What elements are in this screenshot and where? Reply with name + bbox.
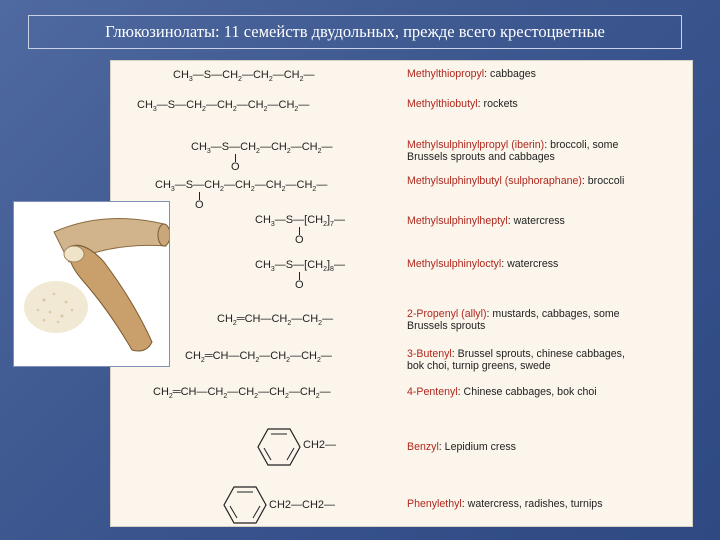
benzene-ring-icon <box>257 427 301 467</box>
formula: $CH_3—S—CH_2—CH_2—CH_2—$ <box>173 69 315 84</box>
glucosinolate-sources: : watercress <box>507 215 565 227</box>
formula: $CH_3—S—CH_2—CH_2—CH_2—CH_2—$ <box>137 99 310 114</box>
horseradish-photo <box>13 201 170 367</box>
glucosinolate-name: Methylsulphinylpropyl (iberin) <box>407 139 545 151</box>
glucosinolate-sources: : watercress, radishes, turnips <box>461 498 603 510</box>
glucosinolate-table <box>110 60 693 527</box>
glucosinolate-name: 2-Propenyl (allyl) <box>407 308 487 320</box>
title-box <box>28 15 682 49</box>
formula: $CH_2═CH—CH_2—CH_2—CH_2—$ <box>185 350 332 365</box>
glucosinolate-sources: : broccoli <box>581 175 625 187</box>
glucosinolate-name: 3-Butenyl <box>407 348 452 360</box>
formula: $CH_3—S—CH_2—CH_2—CH_2—CH_2—$ <box>155 179 328 194</box>
glucosinolate-sources: : Chinese cabbages, bok choi <box>457 386 597 398</box>
formula: $CH_3—S—CH_2—CH_2—CH_2—$ <box>191 141 333 156</box>
glucosinolate-sources-cont: bok choi, turnip greens, swede <box>407 360 551 372</box>
benzene-ring-icon <box>223 485 267 525</box>
oxygen-atom: O <box>231 161 240 173</box>
oxygen-atom: O <box>295 234 304 246</box>
glucosinolate-sources: : broccoli, some <box>544 139 619 151</box>
glucosinolate-sources: : watercress <box>501 258 559 270</box>
glucosinolate-sources-cont: Brussels sprouts and cabbages <box>407 151 555 163</box>
formula: $CH_2═CH—CH_2—CH_2—$ <box>217 313 334 328</box>
glucosinolate-sources: : mustards, cabbages, some <box>486 308 620 320</box>
formula: $CH_3—S—[CH_2]_8—$ <box>255 259 345 274</box>
glucosinolate-sources: : Brussel sprouts, chinese cabbages, <box>451 348 625 360</box>
slide-title: Глюкозинолаты: 11 семейств двудольных, прежде всего крестоцветные <box>105 22 605 41</box>
formula: CH2— <box>303 439 337 451</box>
glucosinolate-name: Benzyl <box>407 441 439 453</box>
glucosinolate-sources: : cabbages <box>484 68 536 80</box>
glucosinolate-name: Phenylethyl <box>407 498 462 510</box>
glucosinolate-sources: : rockets <box>477 98 518 110</box>
glucosinolate-sources-cont: Brussels sprouts <box>407 320 486 332</box>
glucosinolate-name: Methylthiobutyl <box>407 98 478 110</box>
glucosinolate-name: Methylsulphinylbutyl (sulphoraphane) <box>407 175 582 187</box>
glucosinolate-sources: : Lepidium cress <box>438 441 516 453</box>
glucosinolate-name: Methylthiopropyl <box>407 68 485 80</box>
formula: $CH_2═CH—CH_2—CH_2—CH_2—CH_2—$ <box>153 386 331 401</box>
oxygen-atom: O <box>295 279 304 291</box>
glucosinolate-name: Methylsulphinylheptyl <box>407 215 508 227</box>
glucosinolate-name: 4-Pentenyl <box>407 386 458 398</box>
formula: $CH_3—S—[CH_2]_7—$ <box>255 214 345 229</box>
horseradish-image <box>14 202 170 367</box>
formula: CH2—CH2— <box>269 499 336 511</box>
oxygen-atom: O <box>195 199 204 211</box>
glucosinolate-name: Methylsulphinyloctyl <box>407 258 502 270</box>
